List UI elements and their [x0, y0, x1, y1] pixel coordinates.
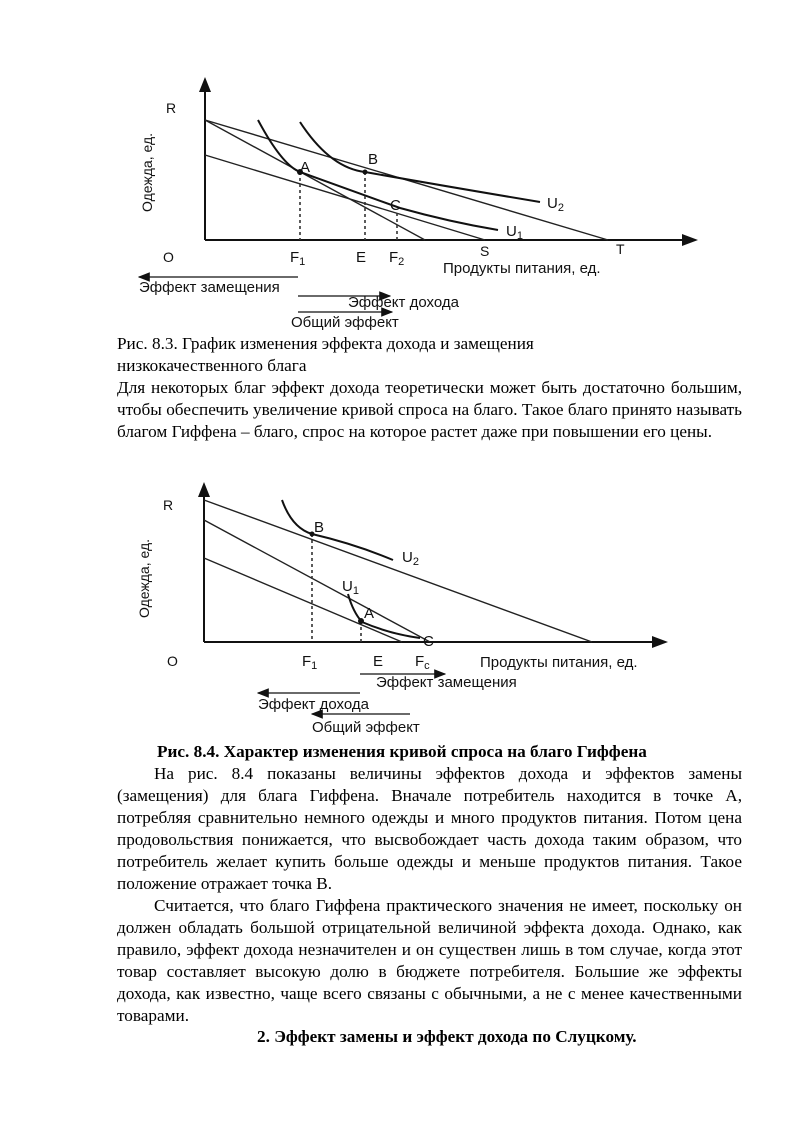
figure-8-4-graph	[0, 470, 800, 745]
point-c-label: C	[390, 197, 401, 214]
axis-y-top-label: R	[166, 100, 177, 116]
effect-income-label: Эффект дохода	[258, 696, 369, 713]
effect-substitution-label: Эффект замещения	[139, 279, 280, 296]
budget-line-inner	[204, 558, 402, 642]
paragraph-giffen-significance	[117, 895, 742, 1027]
x-mark-s: S	[480, 243, 490, 259]
x-mark-f1: $F_1$	[302, 653, 318, 672]
point-c-label: C	[423, 633, 434, 650]
figure-8-3-graph	[0, 0, 800, 335]
point-b-label: B	[314, 519, 325, 536]
budget-line-compensated	[205, 155, 485, 240]
paragraph-text: Считается, что благо Гиффена практического значения не имеет, поскольку он должен обладать большой отрицательной величиной эффекта дохода. Однако, как правило, эффект дохода незначителен и он существен лишь в том случае, когда этот товар составляет высокую долю в бюджете потребителя. Большие же эффекты дохода, как известно, чаще всего связаны с обычными, а не с менее качественными товарами.	[117, 896, 742, 1025]
caption-text: Рис. 8.4. Характер изменения кривой спроса на благо Гиффена	[157, 742, 647, 761]
x-axis-arrow-icon	[652, 636, 668, 648]
effect-total-label: Общий эффект	[291, 314, 399, 331]
indifference-curve-u2	[282, 500, 393, 560]
x-axis-arrow-icon	[682, 234, 698, 246]
axis-y-label: Одежда, ед.	[139, 132, 155, 212]
x-mark-e: E	[373, 653, 384, 670]
point-a-label: A	[300, 159, 311, 176]
x-mark-fc: $F_c$	[415, 653, 430, 672]
paragraph-giffen-intro	[117, 377, 742, 443]
x-mark-e: E	[356, 249, 367, 266]
u1-label: $U_1$	[342, 578, 359, 597]
figure-8-4	[0, 470, 800, 745]
caption-text: Рис. 8.3. График изменения эффекта дохода и замещения низкокачественного блага	[117, 334, 534, 375]
u2-label: $U_2$	[402, 549, 419, 568]
section-heading	[117, 1026, 742, 1048]
indifference-curve-u2	[300, 122, 540, 202]
x-mark-f1: $F_1$	[290, 249, 306, 268]
point-b-marker	[363, 170, 368, 175]
paragraph-text: Для некоторых благ эффект дохода теоретически может быть достаточно большим, чтобы обеспечить увеличение кривой спроса на благо. Такое благо принято называть благом Гиффена – благо, спрос на которое растет даже при повышении его цены.	[117, 378, 742, 441]
paragraph-giffen-explanation	[117, 763, 742, 895]
budget-line-mid	[204, 520, 430, 642]
point-a-label: A	[364, 605, 375, 622]
caption-fig-8-3	[117, 333, 587, 377]
section-heading-text: 2. Эффект замены и эффект дохода по Слуцкому.	[257, 1027, 637, 1046]
paragraph-text: На рис. 8.4 показаны величины эффектов дохода и эффектов замены (замещения) для блага Гиффена. Вначале потребитель находится в точке А, потребляя сравнительно немного одежды и много продуктов питания. Потом цена продовольствия понижается, что высвобождает часть дохода таким образом, что потребитель желает купить больше одежды и меньше продуктов питания. Такое положение отражает точка В.	[117, 764, 742, 893]
u2-label: $U_2$	[547, 195, 564, 214]
axis-y-top-label: R	[163, 497, 174, 513]
effect-income-label: Эффект дохода	[348, 294, 459, 311]
budget-line-rs	[205, 120, 425, 240]
origin-label: O	[167, 653, 178, 669]
point-b-label: B	[368, 151, 379, 168]
y-axis-arrow-icon	[198, 482, 210, 497]
x-mark-t: T	[616, 241, 625, 257]
axis-x-label: Продукты питания, ед.	[443, 260, 601, 277]
x-mark-f2: $F_2$	[389, 249, 405, 268]
y-axis-arrow-icon	[199, 77, 211, 92]
effect-total-label: Общий эффект	[312, 719, 420, 736]
axis-x-label: Продукты питания, ед.	[480, 654, 638, 671]
caption-fig-8-4	[157, 741, 757, 763]
origin-label: O	[163, 249, 174, 265]
budget-line-outer	[204, 500, 592, 642]
axis-y-label: Одежда, ед.	[136, 538, 152, 618]
effect-substitution-label: Эффект замещения	[376, 674, 517, 691]
figure-8-3	[0, 0, 800, 335]
u1-label: $U_1$	[506, 223, 523, 242]
